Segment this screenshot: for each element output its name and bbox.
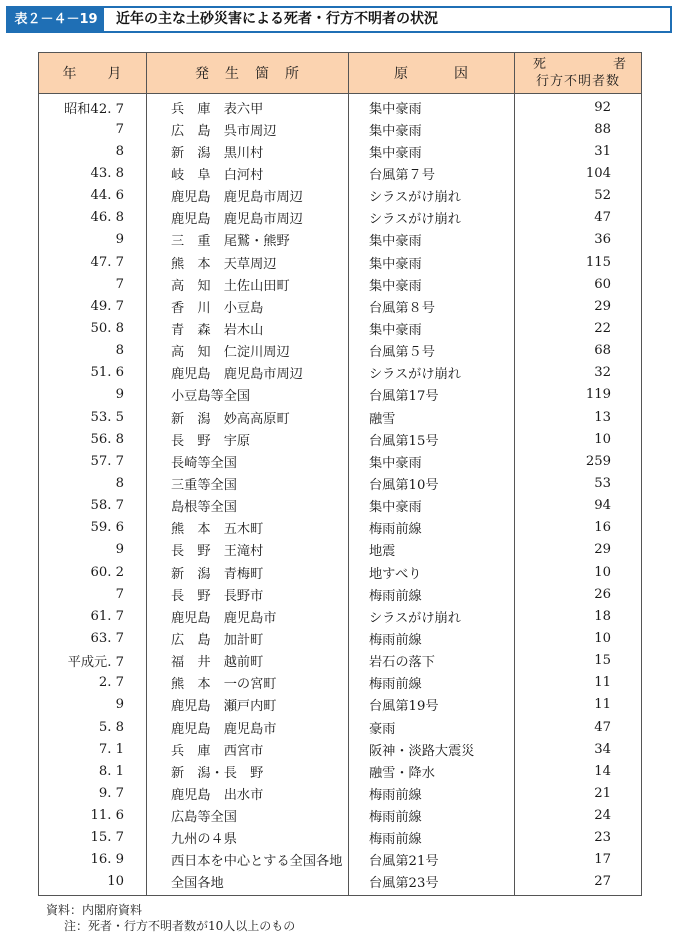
- table-row: [39, 782, 642, 804]
- cell-count: 31: [515, 140, 642, 162]
- cell-year: 7: [39, 118, 147, 140]
- source-note: 資料：内閣府資料: [46, 903, 143, 917]
- cell-place: 長 野 長野市: [147, 583, 349, 605]
- table-row: [39, 317, 642, 339]
- cell-count: 11: [515, 694, 642, 716]
- cell-year: 10: [39, 871, 147, 896]
- cell-count: 15: [515, 650, 642, 672]
- cell-count: 115: [515, 251, 642, 273]
- cell-cause: 梅雨前線: [349, 627, 515, 649]
- cell-place: 九州の４県: [147, 827, 349, 849]
- table-row: [39, 340, 642, 362]
- table-row: [39, 694, 642, 716]
- cell-place: 福 井 越前町: [147, 650, 349, 672]
- cell-place: 高 知 仁淀川周辺: [147, 340, 349, 362]
- cell-count: 68: [515, 340, 642, 362]
- cell-count: 52: [515, 185, 642, 207]
- cell-year: 16. 9: [39, 849, 147, 871]
- cell-cause: 梅雨前線: [349, 827, 515, 849]
- cell-place: 島根等全国: [147, 495, 349, 517]
- table-row: [39, 849, 642, 871]
- cell-year: 58. 7: [39, 495, 147, 517]
- cell-cause: 梅雨前線: [349, 805, 515, 827]
- table-row: [39, 583, 642, 605]
- cell-year: 51. 6: [39, 362, 147, 384]
- cell-place: 三 重 尾鷲・熊野: [147, 229, 349, 251]
- table-row: [39, 450, 642, 472]
- table-row: [39, 605, 642, 627]
- cell-place: 香 川 小豆島: [147, 295, 349, 317]
- cell-place: 青 森 岩木山: [147, 317, 349, 339]
- cell-count: 18: [515, 605, 642, 627]
- cell-cause: 梅雨前線: [349, 583, 515, 605]
- header-casualty-count: [515, 53, 642, 94]
- cell-count: 92: [515, 94, 642, 119]
- cell-count: 10: [515, 428, 642, 450]
- cell-place: 広島等全国: [147, 805, 349, 827]
- cell-cause: 集中豪雨: [349, 229, 515, 251]
- cell-place: 広 島 呉市周辺: [147, 118, 349, 140]
- cell-place: 鹿児島 出水市: [147, 782, 349, 804]
- table-row: [39, 251, 642, 273]
- table-row: [39, 94, 642, 119]
- table-row: [39, 162, 642, 184]
- cell-place: 熊 本 五木町: [147, 517, 349, 539]
- cell-year: 56. 8: [39, 428, 147, 450]
- table-row: [39, 140, 642, 162]
- header-place: 発 生 箇 所: [147, 53, 349, 94]
- cell-cause: 集中豪雨: [349, 251, 515, 273]
- cell-place: 鹿児島 鹿児島市周辺: [147, 185, 349, 207]
- cell-year: 9: [39, 384, 147, 406]
- table-row: [39, 495, 642, 517]
- cell-count: 119: [515, 384, 642, 406]
- cell-year: 昭和42. 7: [39, 94, 147, 119]
- cell-year: 57. 7: [39, 450, 147, 472]
- cell-cause: 地震: [349, 539, 515, 561]
- header-cause: 原 因: [349, 53, 515, 94]
- disaster-casualty-table: [38, 52, 642, 896]
- cell-cause: 集中豪雨: [349, 317, 515, 339]
- cell-cause: 梅雨前線: [349, 672, 515, 694]
- table-row: [39, 472, 642, 494]
- cell-place: 岐 阜 白河村: [147, 162, 349, 184]
- cell-year: 8: [39, 472, 147, 494]
- cell-year: 9. 7: [39, 782, 147, 804]
- cell-place: 鹿児島 鹿児島市周辺: [147, 207, 349, 229]
- cell-place: 高 知 土佐山田町: [147, 273, 349, 295]
- cell-count: 13: [515, 406, 642, 428]
- cell-count: 23: [515, 827, 642, 849]
- cell-cause: 台風第21号: [349, 849, 515, 871]
- table-row: [39, 229, 642, 251]
- table-row: [39, 384, 642, 406]
- cell-count: 26: [515, 583, 642, 605]
- cell-year: 61. 7: [39, 605, 147, 627]
- cell-place: 新 潟 黒川村: [147, 140, 349, 162]
- cell-cause: シラスがけ崩れ: [349, 185, 515, 207]
- cell-place: 長崎等全国: [147, 450, 349, 472]
- cell-cause: 台風第17号: [349, 384, 515, 406]
- cell-place: 兵 庫 西宮市: [147, 738, 349, 760]
- cell-year: 8: [39, 140, 147, 162]
- cell-place: 兵 庫 表六甲: [147, 94, 349, 119]
- cell-year: 5. 8: [39, 716, 147, 738]
- cell-cause: 豪雨: [349, 716, 515, 738]
- cell-cause: 地すべり: [349, 561, 515, 583]
- cell-cause: 融雪: [349, 406, 515, 428]
- table-number-label: 表２－４－19: [8, 8, 104, 31]
- cell-count: 14: [515, 760, 642, 782]
- cell-count: 11: [515, 672, 642, 694]
- table-header-row: [39, 53, 642, 94]
- footnote: 注：死者・行方不明者数が10人以上のもの: [64, 919, 296, 933]
- cell-year: 7: [39, 583, 147, 605]
- cell-cause: シラスがけ崩れ: [349, 362, 515, 384]
- cell-cause: 台風第23号: [349, 871, 515, 896]
- cell-count: 16: [515, 517, 642, 539]
- cell-place: 小豆島等全国: [147, 384, 349, 406]
- cell-count: 259: [515, 450, 642, 472]
- cell-year: 8: [39, 340, 147, 362]
- cell-cause: 台風第７号: [349, 162, 515, 184]
- table-row: [39, 118, 642, 140]
- cell-cause: シラスがけ崩れ: [349, 207, 515, 229]
- cell-cause: 台風第19号: [349, 694, 515, 716]
- cell-year: 47. 7: [39, 251, 147, 273]
- cell-year: 7: [39, 273, 147, 295]
- cell-year: 9: [39, 229, 147, 251]
- cell-count: 29: [515, 539, 642, 561]
- cell-place: 鹿児島 鹿児島市周辺: [147, 362, 349, 384]
- cell-year: 8. 1: [39, 760, 147, 782]
- cell-year: 49. 7: [39, 295, 147, 317]
- table-row: [39, 760, 642, 782]
- cell-cause: シラスがけ崩れ: [349, 605, 515, 627]
- table-title-bar: [6, 6, 672, 33]
- cell-count: 27: [515, 871, 642, 896]
- cell-count: 94: [515, 495, 642, 517]
- cell-count: 17: [515, 849, 642, 871]
- cell-place: 熊 本 天草周辺: [147, 251, 349, 273]
- cell-cause: 台風第15号: [349, 428, 515, 450]
- header-year: 年 月: [39, 53, 147, 94]
- table-row: [39, 185, 642, 207]
- cell-year: 63. 7: [39, 627, 147, 649]
- cell-cause: 集中豪雨: [349, 273, 515, 295]
- cell-place: 西日本を中心とする全国各地: [147, 849, 349, 871]
- table-row: [39, 406, 642, 428]
- cell-count: 10: [515, 627, 642, 649]
- cell-place: 鹿児島 瀬戸内町: [147, 694, 349, 716]
- table-row: [39, 650, 642, 672]
- cell-cause: 梅雨前線: [349, 782, 515, 804]
- table-row: [39, 362, 642, 384]
- table-row: [39, 517, 642, 539]
- cell-cause: 集中豪雨: [349, 495, 515, 517]
- cell-place: 鹿児島 鹿児島市: [147, 605, 349, 627]
- cell-place: 新 潟 妙高高原町: [147, 406, 349, 428]
- table-row: [39, 295, 642, 317]
- cell-count: 104: [515, 162, 642, 184]
- cell-place: 熊 本 一の宮町: [147, 672, 349, 694]
- table-row: [39, 428, 642, 450]
- cell-cause: 集中豪雨: [349, 450, 515, 472]
- cell-place: 広 島 加計町: [147, 627, 349, 649]
- table-row: [39, 716, 642, 738]
- cell-year: 11. 6: [39, 805, 147, 827]
- cell-cause: 阪神・淡路大震災: [349, 738, 515, 760]
- table-row: [39, 827, 642, 849]
- cell-cause: 岩石の落下: [349, 650, 515, 672]
- cell-count: 47: [515, 716, 642, 738]
- cell-count: 22: [515, 317, 642, 339]
- cell-year: 53. 5: [39, 406, 147, 428]
- cell-count: 10: [515, 561, 642, 583]
- cell-cause: 台風第８号: [349, 295, 515, 317]
- cell-year: 44. 6: [39, 185, 147, 207]
- cell-year: 60. 2: [39, 561, 147, 583]
- cell-place: 長 野 王滝村: [147, 539, 349, 561]
- cell-year: 9: [39, 694, 147, 716]
- table-row: [39, 539, 642, 561]
- cell-cause: 台風第５号: [349, 340, 515, 362]
- header-count-line2: 行方不明者数: [535, 74, 620, 89]
- cell-year: 7. 1: [39, 738, 147, 760]
- header-count-line1b: 者: [612, 57, 627, 72]
- cell-place: 長 野 宇原: [147, 428, 349, 450]
- cell-year: 59. 6: [39, 517, 147, 539]
- cell-place: 三重等全国: [147, 472, 349, 494]
- cell-count: 34: [515, 738, 642, 760]
- cell-year: 2. 7: [39, 672, 147, 694]
- cell-cause: 融雪・降水: [349, 760, 515, 782]
- cell-place: 新 潟 青梅町: [147, 561, 349, 583]
- cell-year: 46. 8: [39, 207, 147, 229]
- cell-year: 50. 8: [39, 317, 147, 339]
- cell-count: 36: [515, 229, 642, 251]
- cell-year: 9: [39, 539, 147, 561]
- table-row: [39, 207, 642, 229]
- cell-cause: 集中豪雨: [349, 140, 515, 162]
- table-row: [39, 738, 642, 760]
- table-row: [39, 273, 642, 295]
- cell-place: 新 潟・長 野: [147, 760, 349, 782]
- cell-place: 鹿児島 鹿児島市: [147, 716, 349, 738]
- table-row: [39, 561, 642, 583]
- header-count-line1a: 死: [533, 57, 548, 72]
- cell-count: 60: [515, 273, 642, 295]
- cell-cause: 集中豪雨: [349, 94, 515, 119]
- cell-count: 53: [515, 472, 642, 494]
- cell-cause: 集中豪雨: [349, 118, 515, 140]
- cell-count: 21: [515, 782, 642, 804]
- cell-year: 43. 8: [39, 162, 147, 184]
- table-row: [39, 672, 642, 694]
- cell-place: 全国各地: [147, 871, 349, 896]
- cell-year: 平成元. 7: [39, 650, 147, 672]
- cell-count: 47: [515, 207, 642, 229]
- table-row: [39, 871, 642, 896]
- table-notes: [46, 902, 295, 934]
- cell-cause: 梅雨前線: [349, 517, 515, 539]
- cell-count: 29: [515, 295, 642, 317]
- table-row: [39, 805, 642, 827]
- table-row: [39, 627, 642, 649]
- cell-year: 15. 7: [39, 827, 147, 849]
- table-title: 近年の主な土砂災害による死者・行方不明者の状況: [116, 11, 438, 27]
- cell-count: 32: [515, 362, 642, 384]
- cell-cause: 台風第10号: [349, 472, 515, 494]
- cell-count: 24: [515, 805, 642, 827]
- cell-count: 88: [515, 118, 642, 140]
